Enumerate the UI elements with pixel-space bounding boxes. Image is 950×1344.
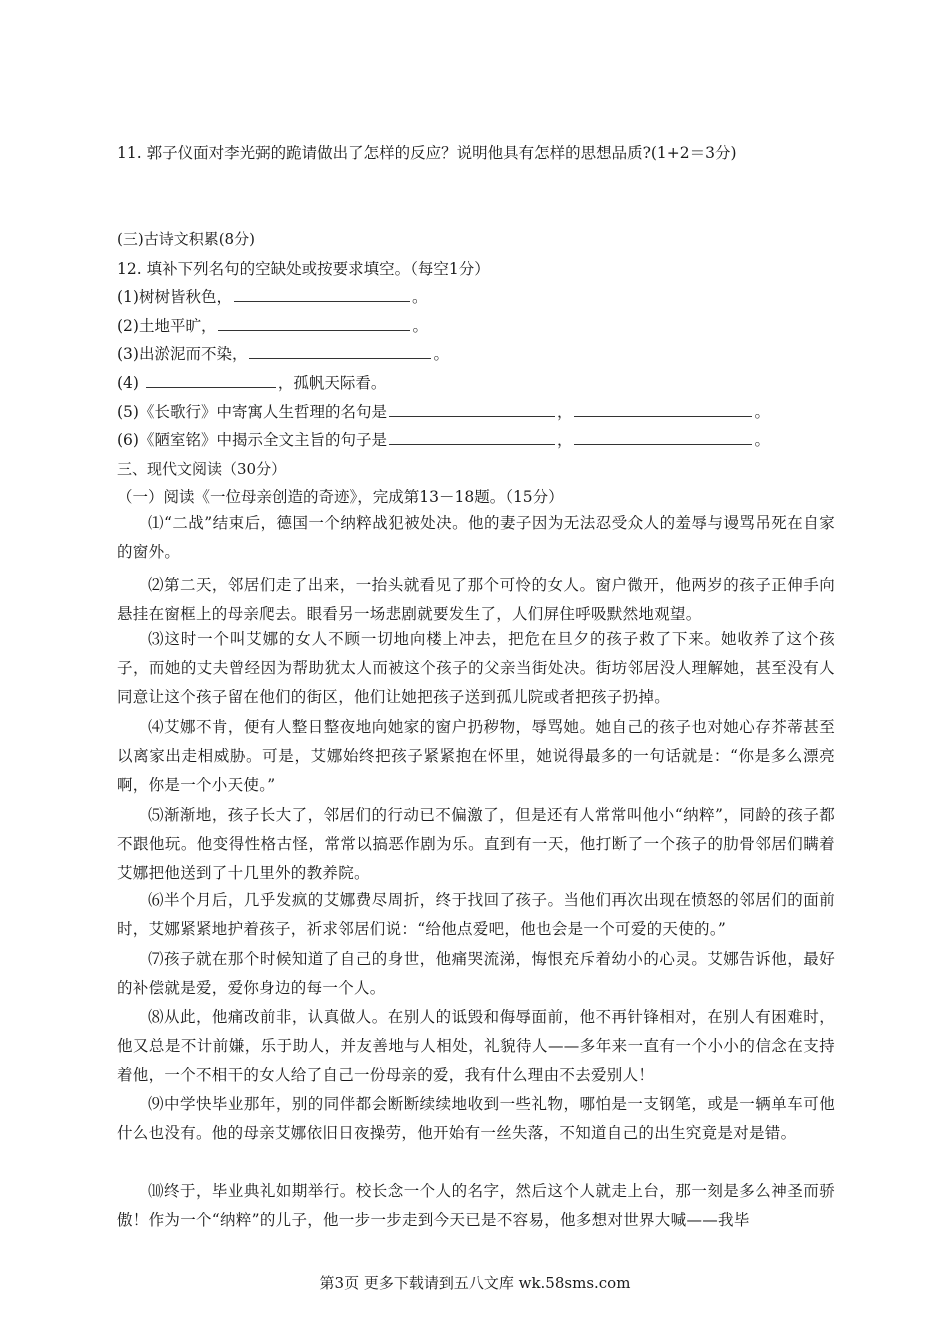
fill-suffix: ，孤帆天际看。 bbox=[277, 374, 387, 392]
paragraph-2: ⑵第二天，邻居们走了出来，一抬头就看见了那个可怜的女人。窗户微开，他两岁的孩子正伸手向悬挂在窗框上的母亲爬去。眼看另一场悲剧就要发生了，人们屏住呼吸默然地观望。 bbox=[117, 576, 835, 623]
question-11: 11. 郭子仪面对李光弼的跪请做出了怎样的反应？说明他具有怎样的思想品质?(1+2＝3分) bbox=[117, 144, 737, 162]
paragraph-9: ⑼中学快毕业那年，别的同伴都会断断续续地收到一些礼物，哪怕是一支钢笔，或是一辆单车可他什么也没有。他的母亲艾娜依旧日夜操劳，他开始有一丝失落，不知道自己的出生究竟是对是错。 bbox=[117, 1095, 835, 1142]
paragraph-4: ⑷艾娜不肯，便有人整日整夜地向她家的窗户扔秽物，辱骂她。她自己的孩子也对她心存芥蒂甚至以离家出走相威胁。可是，艾娜始终把孩子紧紧抱在怀里，她说得最多的一句话就是：“你是多么漂亮啊，你是一个小天使。” bbox=[117, 718, 835, 794]
fill-suffix: 。 bbox=[754, 403, 770, 421]
answer-blank bbox=[574, 402, 752, 417]
fill-suffix: 。 bbox=[411, 288, 428, 306]
paragraph-3: ⑶这时一个叫艾娜的女人不顾一切地向楼上冲去，把危在旦夕的孩子救了下来。她收养了这个孩子，而她的丈夫曾经因为帮助犹太人而被这个孩子的父亲当街处决。街坊邻居没人理解她，甚至没有人同意让这个孩子留在他们的街区，他们让她把孩子送到孤儿院或者把孩子扔掉。 bbox=[117, 630, 835, 706]
fill-item-4 bbox=[117, 373, 386, 393]
section-heading-ancient-poetry: (三)古诗文积累(8分) bbox=[117, 230, 255, 248]
page-footer: 第3页 更多下载请到五八文库 wk.58sms.com bbox=[319, 1274, 631, 1292]
paragraph-1: ⑴“二战”结束后，德国一个纳粹战犯被处决。他的妻子因为无法忍受众人的羞辱与谩骂吊死在自家的窗外。 bbox=[117, 514, 835, 561]
question-12: 12. 填补下列名句的空缺处或按要求填空。（每空1分） bbox=[117, 260, 490, 278]
fill-prefix: (5)《长歌行》中寄寓人生哲理的名句是 bbox=[117, 403, 387, 421]
fill-prefix: (4) bbox=[117, 374, 144, 392]
paragraph-7: ⑺孩子就在那个时候知道了自己的身世，他痛哭流涕，悔恨充斥着幼小的心灵。艾娜告诉他，最好的补偿就是爱，爱你身边的每一个人。 bbox=[117, 950, 835, 997]
answer-blank bbox=[218, 316, 410, 331]
answer-blank bbox=[389, 402, 555, 417]
fill-item-6 bbox=[117, 430, 770, 450]
fill-suffix: 。 bbox=[433, 345, 449, 363]
fill-item-5 bbox=[117, 402, 770, 422]
fill-item-2 bbox=[117, 316, 428, 336]
fill-prefix: (2)土地平旷， bbox=[117, 317, 217, 335]
fill-separator: ， bbox=[556, 431, 573, 449]
paragraph-5: ⑸渐渐地，孩子长大了，邻居们的行动已不偏激了，但是还有人常常叫他小“纳粹”，同龄的孩子都不跟他玩。他变得性格古怪，常常以搞恶作剧为乐。直到有一天，他打断了一个孩子的肋骨邻居们瞒着艾娜把他送到了十几里外的教养院。 bbox=[117, 806, 835, 882]
paragraph-10: ⑽终于，毕业典礼如期举行。校长念一个人的名字，然后这个人就走上台，那一刻是多么神圣而骄傲！作为一个“纳粹”的儿子，他一步一步走到今天已是不容易，他多想对世界大喊——我毕 bbox=[117, 1182, 835, 1229]
fill-separator: ， bbox=[556, 403, 573, 421]
fill-item-1 bbox=[117, 287, 427, 307]
fill-item-3 bbox=[117, 344, 449, 364]
reading-intro: （一）阅读《一位母亲创造的奇迹》，完成第13－18题。（15分） bbox=[117, 488, 564, 506]
answer-blank bbox=[234, 287, 410, 302]
fill-prefix: (3)出淤泥而不染， bbox=[117, 345, 248, 363]
fill-suffix: 。 bbox=[412, 317, 428, 335]
answer-blank bbox=[389, 430, 555, 445]
fill-suffix: 。 bbox=[754, 431, 770, 449]
fill-prefix: (6)《陋室铭》中揭示全文主旨的句子是 bbox=[117, 431, 387, 449]
paragraph-6: ⑹半个月后，几乎发疯的艾娜费尽周折，终于找回了孩子。当他们再次出现在愤怒的邻居们的面前时，艾娜紧紧地护着孩子，祈求邻居们说：“给他点爱吧，他也会是一个可爱的天使的。” bbox=[117, 891, 835, 938]
section-heading-modern-reading: 三、现代文阅读（30分） bbox=[117, 460, 287, 478]
answer-blank bbox=[249, 344, 431, 359]
answer-blank bbox=[146, 373, 276, 388]
answer-blank bbox=[574, 430, 752, 445]
paragraph-8: ⑻从此，他痛改前非，认真做人。在别人的诋毁和侮辱面前，他不再针锋相对，在别人有困难时，他又总是不计前嫌，乐于助人，并友善地与人相处，礼貌待人——多年来一直有一个小小的信念在支持着他，一个不相干的女人给了自己一份母亲的爱，我有什么理由不去爱别人！ bbox=[117, 1008, 835, 1084]
fill-prefix: (1)树树皆秋色， bbox=[117, 288, 232, 306]
